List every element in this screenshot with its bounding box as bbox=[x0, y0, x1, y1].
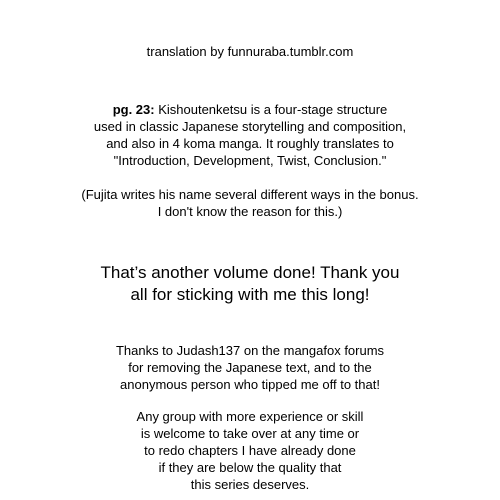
thanks-line-2: for removing the Japanese text, and to the bbox=[128, 360, 372, 375]
note-pg23-line-1-text: Kishoutenketsu is a four-stage structure bbox=[154, 102, 388, 117]
closing-line-4: if they are below the quality that bbox=[158, 460, 342, 475]
note-pg23 bbox=[0, 101, 500, 169]
note-fujita-line-1: (Fujita writes his name several different ways in the bonus. bbox=[81, 187, 419, 202]
thanks-line-3: anonymous person who tipped me off to that! bbox=[120, 377, 380, 392]
note-pg23-line-2: used in classic Japanese storytelling and composition, bbox=[93, 119, 407, 134]
note-pg23-line-3: and also in 4 koma manga. It roughly translates to bbox=[106, 136, 394, 151]
closing-line-1: Any group with more experience or skill bbox=[136, 409, 364, 424]
closing-line-2: is welcome to take over at any time or bbox=[140, 426, 360, 441]
closing-line-3: to redo chapters I have already done bbox=[144, 443, 356, 458]
translator-credit: translation by funnuraba.tumblr.com bbox=[146, 44, 354, 59]
note-pg23-line-4: "Introduction, Development, Twist, Conclusion." bbox=[113, 153, 387, 168]
thanks-paragraph bbox=[0, 342, 500, 393]
note-pg23-label: pg. 23: bbox=[112, 102, 155, 117]
volume-done-headline bbox=[0, 262, 500, 306]
note-fujita-line-2: I don't know the reason for this.) bbox=[157, 204, 343, 219]
closing-line-5: this series deserves. bbox=[190, 477, 310, 492]
note-pg23-line-1 bbox=[0, 101, 500, 118]
closing-paragraph bbox=[0, 408, 500, 493]
headline-line-2: all for sticking with me this long! bbox=[130, 285, 370, 304]
headline-line-1: That’s another volume done! Thank you bbox=[100, 263, 400, 282]
note-fujita bbox=[0, 186, 500, 220]
thanks-line-1: Thanks to Judash137 on the mangafox forums bbox=[115, 343, 385, 358]
